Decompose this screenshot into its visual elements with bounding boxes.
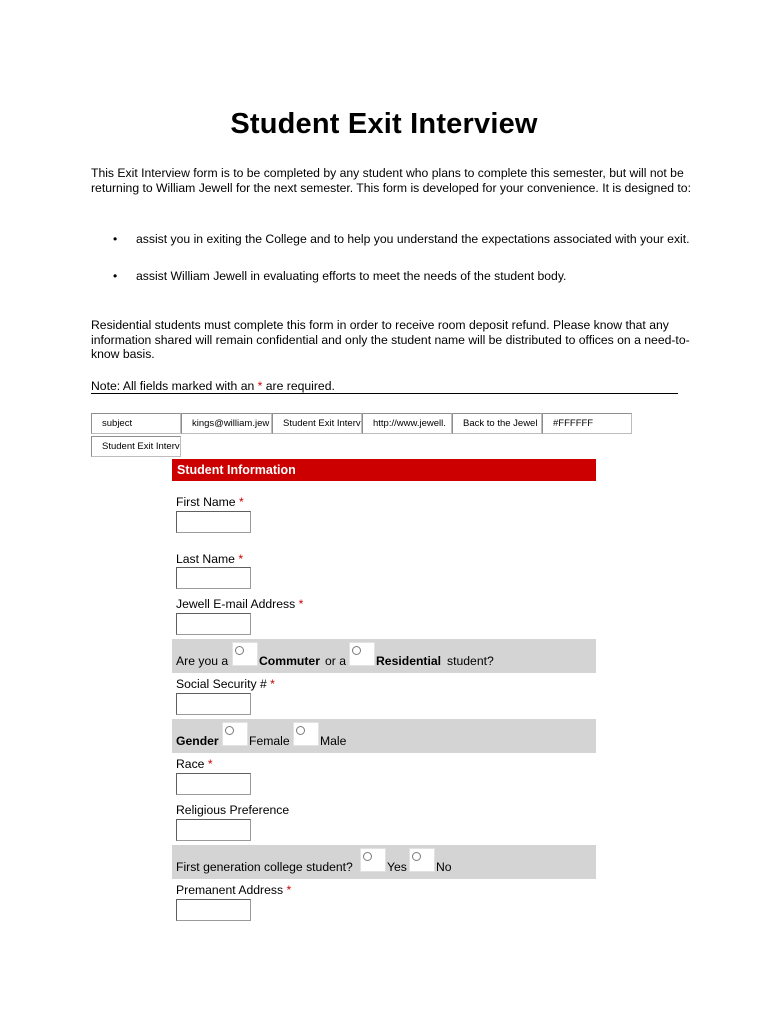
- first-gen-no-radio[interactable]: [409, 848, 435, 872]
- return-link-field[interactable]: Back to the Jewel: [452, 413, 542, 434]
- bgcolor-field[interactable]: #FFFFFF: [542, 413, 632, 434]
- required-note: Note: All fields marked with an * are required.: [91, 379, 335, 393]
- purpose-list: [91, 232, 691, 283]
- ssn-input[interactable]: [176, 693, 251, 715]
- female-radio[interactable]: [222, 722, 248, 746]
- address-input[interactable]: [176, 899, 251, 921]
- radio-circle-icon: [225, 726, 234, 735]
- intro-paragraph: This Exit Interview form is to be completed by any student who plans to complete this semester, but will not be returning to William Jewell for the next semester. This form is developed for your convenience. It is designed to:: [91, 166, 691, 195]
- address-label: Premanent Address *: [176, 883, 292, 897]
- gender-row: Gender Female Male: [172, 719, 596, 753]
- form-title-field[interactable]: Student Exit Interv: [272, 413, 362, 434]
- redirect-url-field[interactable]: http://www.jewell.: [362, 413, 452, 434]
- race-input[interactable]: [176, 773, 251, 795]
- radio-circle-icon: [363, 852, 372, 861]
- email-label: Jewell E-mail Address *: [176, 597, 304, 611]
- recipient-field[interactable]: kings@william.jew: [181, 413, 272, 434]
- divider: [91, 393, 678, 394]
- section-header-student-info: Student Information: [172, 459, 596, 481]
- radio-circle-icon: [412, 852, 421, 861]
- list-item: • assist you in exiting the College and to help you understand the expectations associated with your exit.: [113, 232, 690, 246]
- student-type-row: Are you a Commuter or a Residential student?: [172, 639, 596, 673]
- ssn-label: Social Security # *: [176, 677, 275, 691]
- page-title: Student Exit Interview: [230, 108, 538, 140]
- religion-label: Religious Preference: [176, 803, 290, 817]
- residential-note: Residential students must complete this form in order to receive room deposit refund. Please know that any information shared will remain confidential and only the student name will be distributed to offices on a need-to-know basis.: [91, 318, 690, 362]
- male-radio[interactable]: [293, 722, 319, 746]
- radio-circle-icon: [296, 726, 305, 735]
- radio-circle-icon: [235, 646, 244, 655]
- first-gen-yes-radio[interactable]: [360, 848, 386, 872]
- first-name-input[interactable]: [176, 511, 251, 533]
- religion-input[interactable]: [176, 819, 251, 841]
- residential-radio[interactable]: [349, 642, 375, 666]
- list-item: • assist William Jewell in evaluating efforts to meet the needs of the student body.: [113, 268, 567, 283]
- race-label: Race *: [176, 757, 213, 771]
- radio-circle-icon: [352, 646, 361, 655]
- bullet-icon: •: [113, 232, 118, 246]
- commuter-radio[interactable]: [232, 642, 258, 666]
- last-name-input[interactable]: [176, 567, 251, 589]
- page-title-field[interactable]: Student Exit Interv: [91, 436, 181, 457]
- first-name-label: First Name *: [176, 495, 244, 509]
- subject-field[interactable]: subject: [91, 413, 181, 434]
- last-name-label: Last Name *: [176, 552, 244, 566]
- bullet-icon: •: [113, 268, 118, 283]
- first-gen-row: First generation college student? Yes No: [172, 845, 596, 879]
- email-input[interactable]: [176, 613, 251, 635]
